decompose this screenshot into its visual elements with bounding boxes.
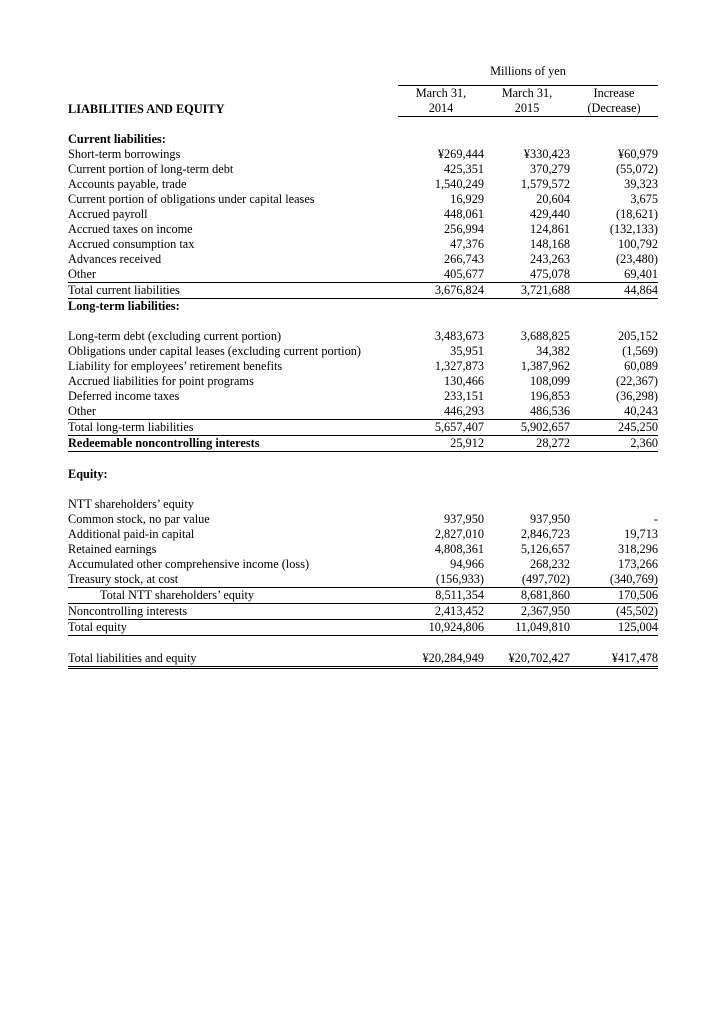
- table-row: Long-term debt (excluding current portion) 3,483,673 3,688,825 205,152: [68, 329, 658, 343]
- column-header-2014: March 31, 2014: [398, 86, 484, 117]
- units-label: Millions of yen: [398, 64, 658, 86]
- table-row: Current portion of obligations under capital leases 16,929 20,604 3,675: [68, 192, 658, 206]
- section-title: LIABILITIES AND EQUITY: [68, 101, 225, 116]
- column-header-change: Increase (Decrease): [570, 86, 658, 117]
- equity-heading: Equity:: [68, 467, 108, 481]
- table-row: Other 446,293 486,536 40,243: [68, 404, 658, 418]
- table-row: Obligations under capital leases (excluding current portion) 35,951 34,382 (1,569): [68, 344, 658, 358]
- redeemable-noncontrolling-row: Redeemable noncontrolling interests 25,912 28,272 2,360: [68, 436, 658, 450]
- table-row: Accounts payable, trade 1,540,249 1,579,572 39,323: [68, 177, 658, 191]
- total-equity-row: Total equity 10,924,806 11,049,810 125,004: [68, 620, 658, 634]
- total-ntt-shareholders-equity-row: Total NTT shareholders’ equity 8,511,354 8,681,860 170,506: [68, 588, 658, 604]
- current-liabilities-heading: Current liabilities:: [68, 132, 166, 146]
- column-header-2015: March 31, 2015: [484, 86, 570, 117]
- table-row: Current portion of long-term debt 425,351 370,279 (55,072): [68, 162, 658, 176]
- long-term-liabilities-heading: Long-term liabilities:: [68, 299, 180, 313]
- table-row: Treasury stock, at cost (156,933) (497,702) (340,769): [68, 572, 658, 586]
- table-row: Accrued liabilities for point programs 130,466 108,099 (22,367): [68, 374, 658, 388]
- total-current-liabilities-row: Total current liabilities 3,676,824 3,721,688 44,864: [68, 283, 658, 297]
- total-long-term-liabilities-row: Total long-term liabilities 5,657,407 5,902,657 245,250: [68, 420, 658, 434]
- table-row: Accrued taxes on income 256,994 124,861 (132,133): [68, 222, 658, 236]
- table-row: Advances received 266,743 243,263 (23,480): [68, 252, 658, 266]
- table-row: Accrued payroll 448,061 429,440 (18,621): [68, 207, 658, 221]
- table-row: Deferred income taxes 233,151 196,853 (36,298): [68, 389, 658, 403]
- table-row: Retained earnings 4,808,361 5,126,657 318,296: [68, 542, 658, 556]
- table-row: Additional paid-in capital 2,827,010 2,846,723 19,713: [68, 527, 658, 541]
- noncontrolling-interests-row: Noncontrolling interests 2,413,452 2,367,950 (45,502): [68, 604, 658, 618]
- table-row: Other 405,677 475,078 69,401: [68, 267, 658, 281]
- balance-sheet-table: [68, 64, 658, 669]
- table-row: Accumulated other comprehensive income (loss) 94,966 268,232 173,266: [68, 557, 658, 571]
- ntt-shareholders-equity-heading: NTT shareholders’ equity: [68, 497, 194, 511]
- table-row: Liability for employees’ retirement benefits 1,327,873 1,387,962 60,089: [68, 359, 658, 373]
- table-row: Common stock, no par value 937,950 937,950 -: [68, 512, 658, 526]
- table-row: Accrued consumption tax 47,376 148,168 100,792: [68, 237, 658, 251]
- table-row: Short-term borrowings ¥269,444 ¥330,423 ¥60,979: [68, 147, 658, 161]
- total-liabilities-and-equity-row: Total liabilities and equity ¥20,284,949 ¥20,702,427 ¥417,478: [68, 651, 658, 668]
